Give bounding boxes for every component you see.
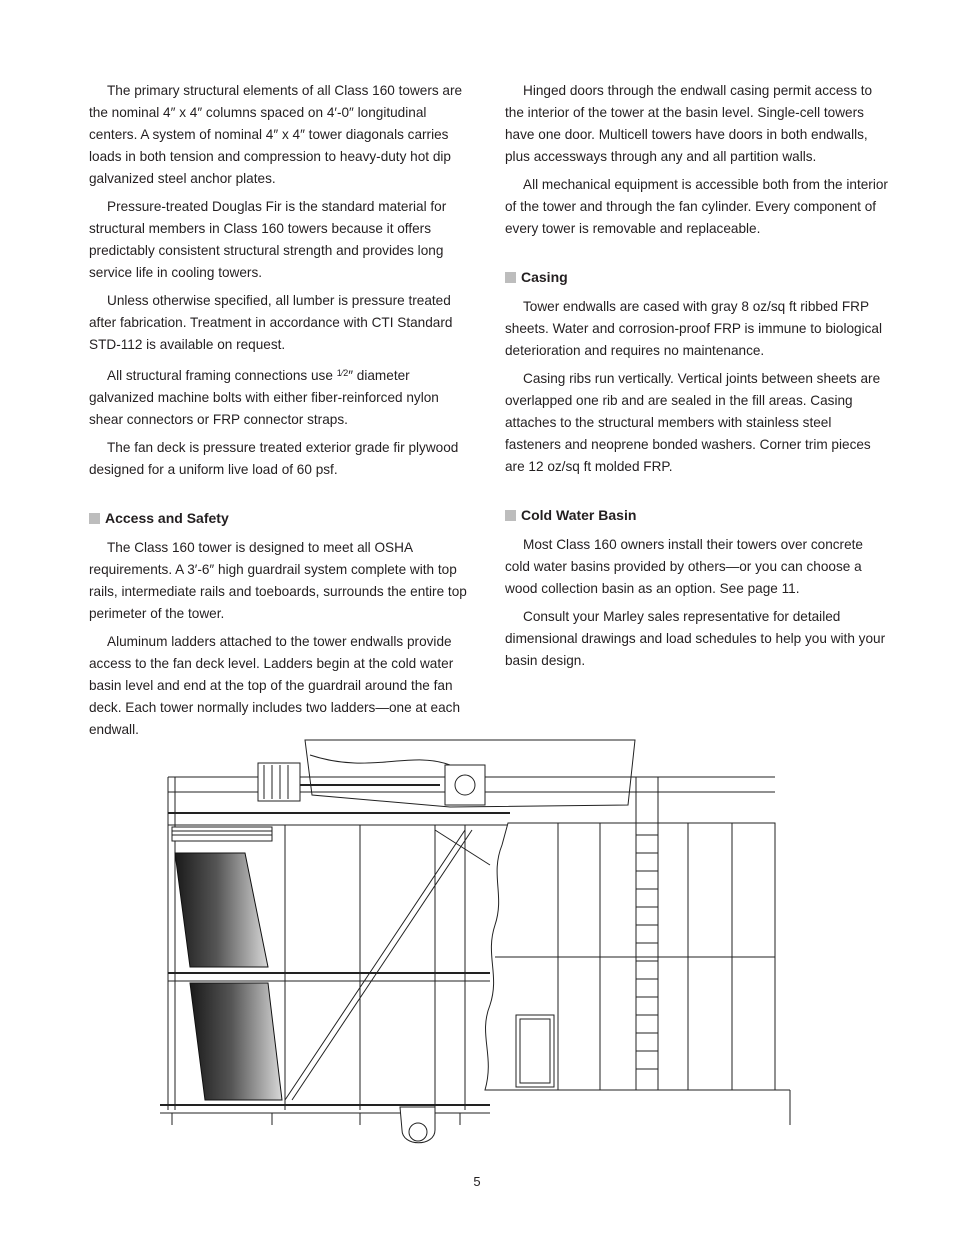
casing-paragraph-1: Tower endwalls are cased with gray 8 oz/sq ft ribbed FRP sheets. Water and corrosion-proof FRP is immune to biological deterioration and requires no maintenance. bbox=[505, 299, 883, 358]
left-column bbox=[89, 80, 469, 747]
cooling-tower-drawing bbox=[150, 735, 800, 1155]
osha-paragraph: The Class 160 tower is designed to meet all OSHA requirements. A 3′-6″ high guardrail system complete with top rails, intermediate rails and toeboards, surrounds the entire top perimeter of the tower. bbox=[89, 540, 467, 621]
basin-paragraph-1: Most Class 160 owners install their towers over concrete cold water basins provided by others—or you can choose a wood collection basin as an option. See page 11. bbox=[505, 537, 863, 596]
mechanical-paragraph: All mechanical equipment is accessible both from the interior of the tower and through the fan cylinder. Every component of every tower is removable and replaceable. bbox=[505, 177, 888, 236]
basin-sump bbox=[400, 1107, 435, 1143]
gear-reducer bbox=[445, 765, 485, 805]
fan-deck-paragraph: The fan deck is pressure treated exterior grade fir plywood designed for a uniform live load of 60 psf. bbox=[89, 440, 459, 477]
basin-paragraph-2: Consult your Marley sales representative for detailed dimensional drawings and load schedules to help you with your basin design. bbox=[505, 609, 886, 668]
right-column bbox=[505, 80, 888, 678]
square-bullet-icon bbox=[505, 272, 516, 283]
structure-paragraph: The primary structural elements of all Class 160 towers are the nominal 4″ x 4″ columns spaced on 4′-0″ longitudinal centers. A system of nominal 4″ x 4″ tower diagonals carries loads in both tension and compression to heavy-duty hot dip galvanized steel anchor plates. bbox=[89, 83, 463, 186]
douglas-fir-paragraph: Pressure-treated Douglas Fir is the standard material for structural members in Class 160 towers because it offers predictably consistent structural strength and provides long service life in cooling towers. bbox=[89, 199, 447, 280]
access-door bbox=[516, 1015, 554, 1087]
fill-pack-upper bbox=[175, 853, 268, 967]
casing-paragraph-2: Casing ribs run vertically. Vertical joints between sheets are overlapped one rib and are sealed in the fill areas. Casing attaches to the structural members with stainless steel fasteners and neoprene bonded washers. Corner trim pieces are 12 oz/sq ft molded FRP. bbox=[505, 371, 881, 474]
ladders-paragraph: Aluminum ladders attached to the tower endwalls provide access to the fan deck level. Ladders begin at the cold water basin level and end at the top of the guardrail around the fan deck. Each tower normally includes two ladders—one at each endwall. bbox=[89, 634, 461, 737]
access-safety-heading: Access and Safety bbox=[89, 507, 469, 529]
square-bullet-icon bbox=[89, 513, 100, 524]
cold-water-basin-heading: Cold Water Basin bbox=[505, 504, 888, 526]
doors-paragraph: Hinged doors through the endwall casing permit access to the interior of the tower at the basin level. Single-cell towers have one door. Multicell towers have doors in both endwalls, plus accessways through any and all partition walls. bbox=[505, 83, 873, 164]
page-number: 5 bbox=[473, 1174, 481, 1189]
casing-heading: Casing bbox=[505, 266, 888, 288]
connections-paragraph: All structural framing connections use $^{1⁄2}$″ diameter galvanized machine bolts with either fiber-reinforced nylon shear connectors or FRP connector straps. bbox=[89, 368, 439, 427]
treatment-paragraph: Unless otherwise specified, all lumber is pressure treated after fabrication. Treatment in accordance with CTI Standard STD-112 is available on request. bbox=[89, 293, 453, 352]
square-bullet-icon bbox=[505, 510, 516, 521]
fill-pack-lower bbox=[190, 983, 282, 1100]
